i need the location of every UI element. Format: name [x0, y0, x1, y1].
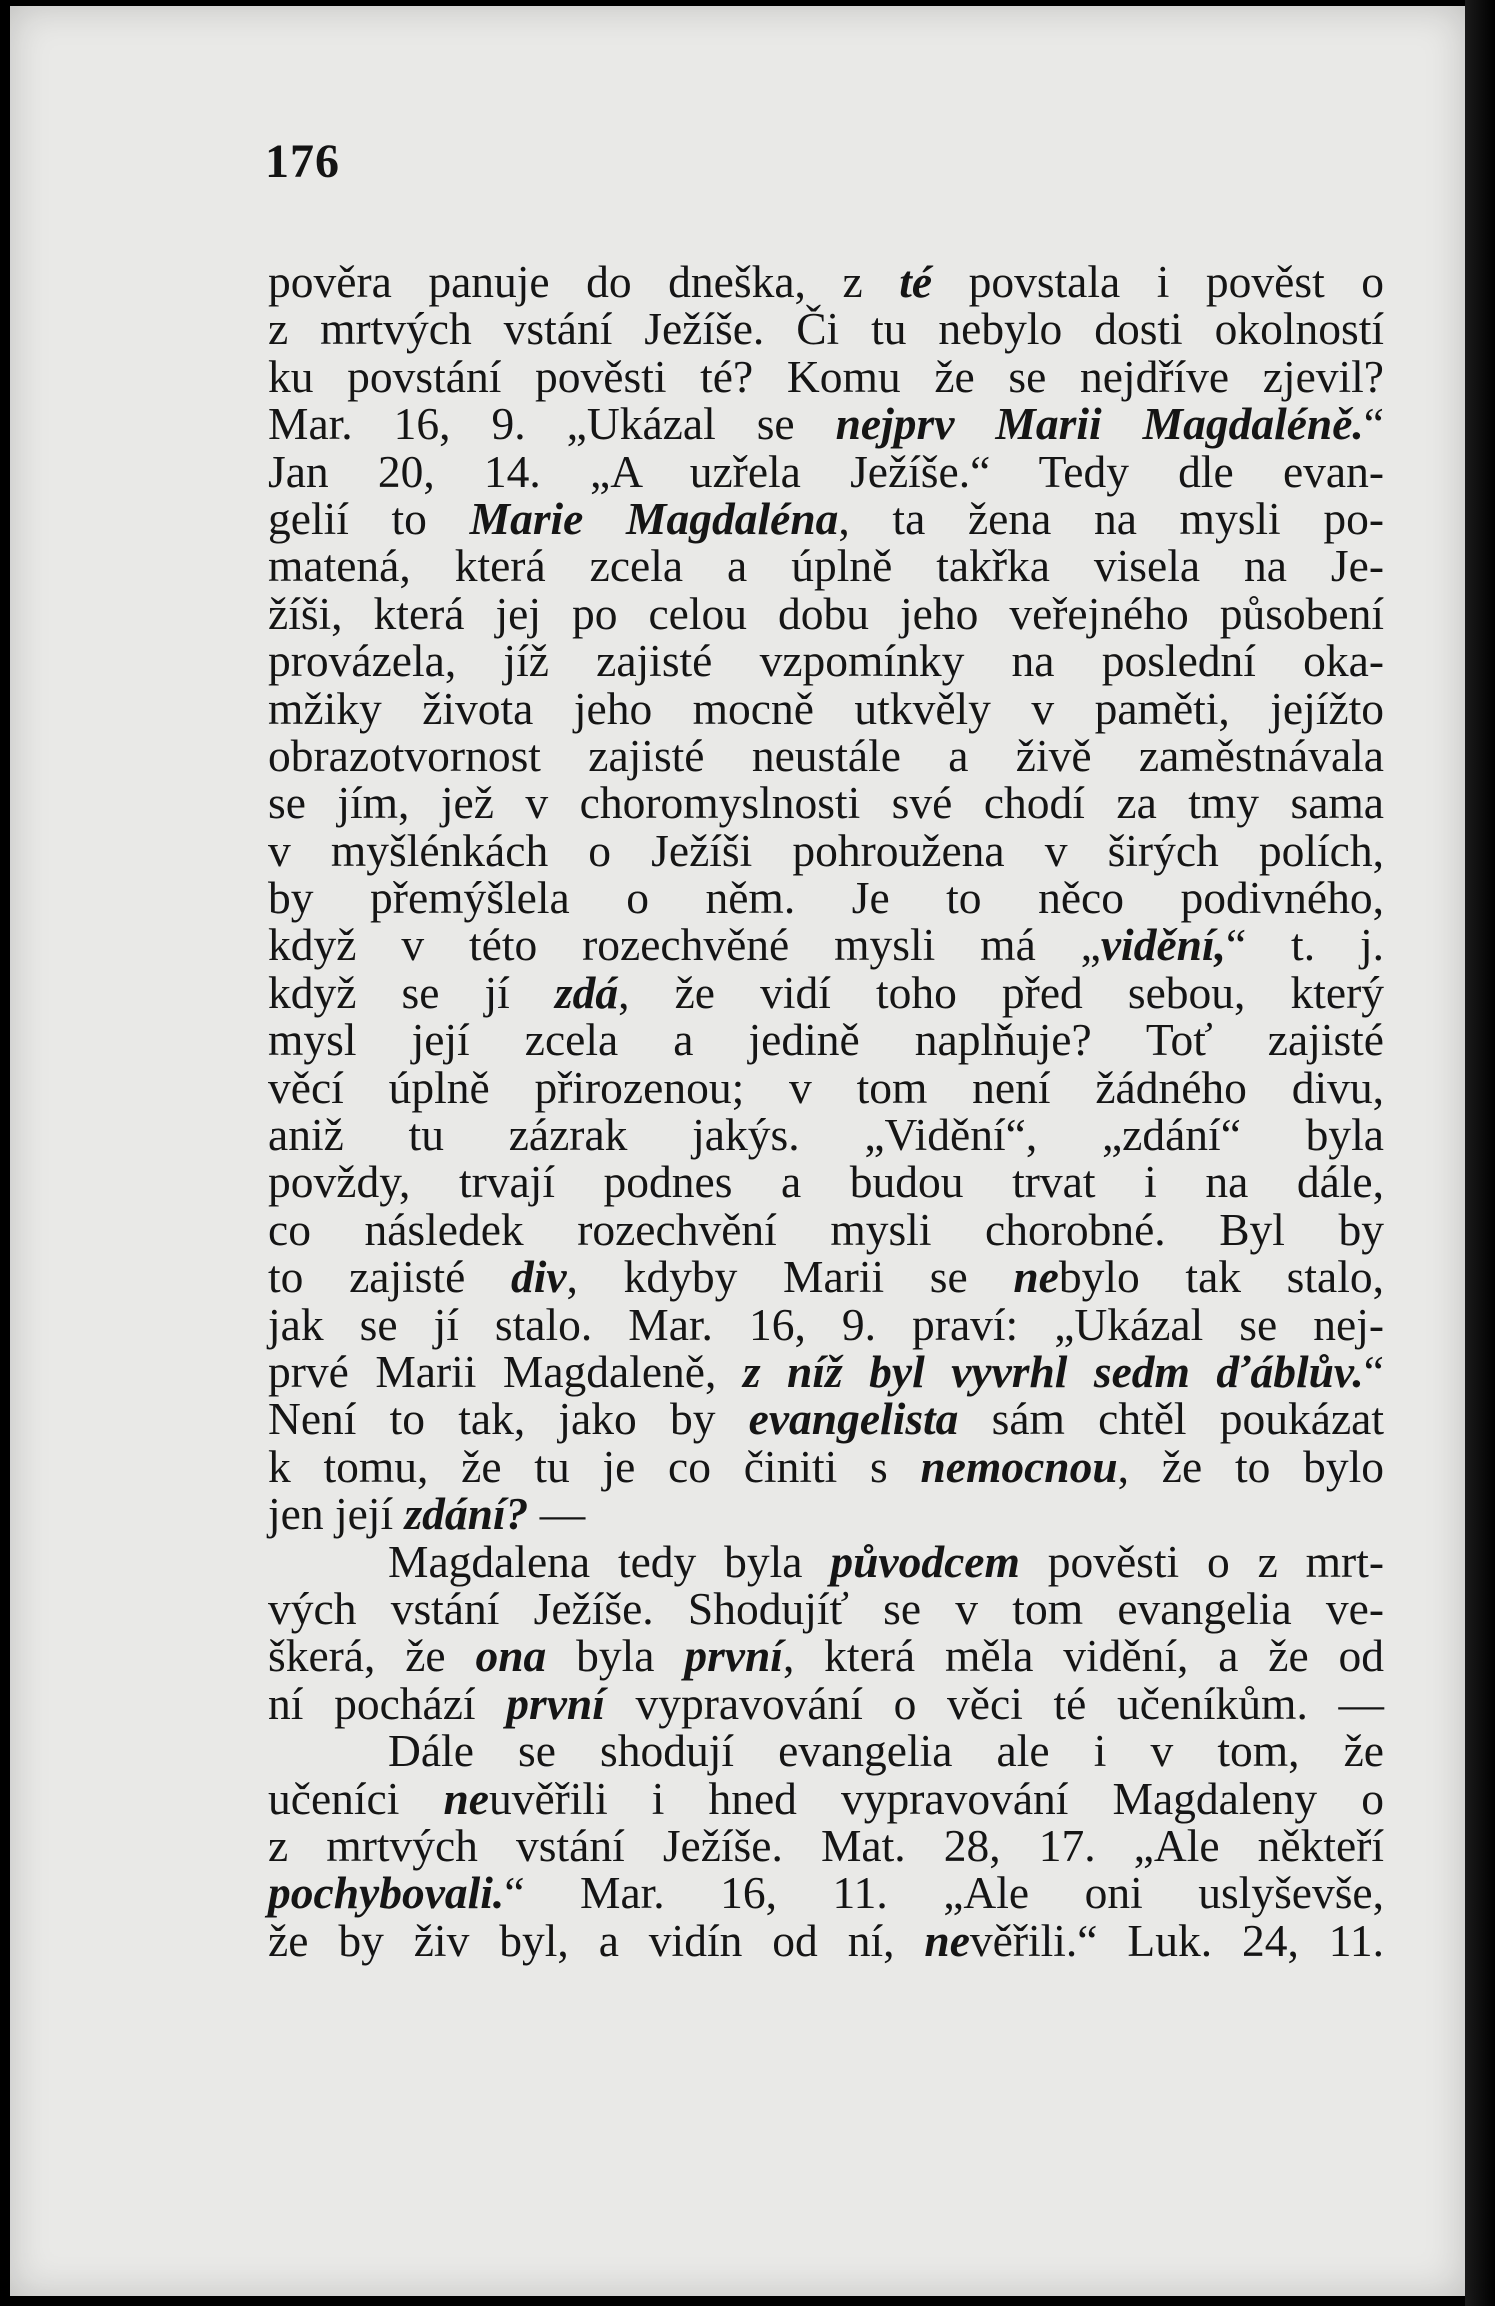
- text-line: [268, 258, 1384, 305]
- text-segment: když v této rozechvěné mysli má „: [268, 919, 1101, 971]
- text-segment: “: [1363, 398, 1384, 450]
- text-segment: prvé Marii Magdaleně,: [268, 1345, 743, 1397]
- text-segment: “ t. j.: [1225, 919, 1384, 971]
- text-line: [268, 1251, 1384, 1303]
- text-line: [268, 1488, 1384, 1540]
- text-line: [268, 824, 1384, 876]
- body-text: [268, 258, 1384, 1964]
- text-line: [268, 1061, 1384, 1113]
- text-segment: učeníci: [268, 1772, 444, 1824]
- text-segment: sám chtěl poukázat: [958, 1393, 1384, 1445]
- text-line: [268, 398, 1384, 450]
- text-line: [268, 1298, 1384, 1350]
- emphasis-text: ne: [924, 1914, 970, 1966]
- text-line: [268, 303, 1384, 355]
- text-segment: aniž tu zázrak jakýs. „Vidění“, „zdání“ byla: [268, 1109, 1384, 1161]
- text-segment: byla: [546, 1630, 685, 1682]
- text-segment: uvěřili i hned vypravování Magdaleny o: [488, 1772, 1384, 1824]
- text-segment: , kdyby Marii se: [566, 1251, 1014, 1303]
- text-segment: k tomu, že tu je co činiti s: [268, 1440, 921, 1492]
- text-segment: Dále se shodují evangelia ale i v tom, že: [388, 1725, 1384, 1777]
- text-line: [268, 1772, 1384, 1824]
- text-line: [268, 729, 1384, 781]
- text-segment: když se jí: [268, 966, 555, 1018]
- emphasis-text: té: [899, 256, 933, 307]
- text-segment: povstala i pověst o: [932, 256, 1384, 307]
- text-line: [268, 919, 1384, 971]
- text-segment: “: [1363, 1345, 1384, 1397]
- text-line: [268, 1677, 1384, 1729]
- text-line: [268, 872, 1384, 924]
- text-segment: Není to tak, jako by: [268, 1393, 749, 1445]
- text-segment: , že to bylo: [1117, 1440, 1384, 1492]
- text-line: [268, 1630, 1385, 1682]
- text-line: [268, 1014, 1384, 1066]
- emphasis-text: ne: [443, 1772, 489, 1824]
- text-line: [268, 1535, 1384, 1587]
- text-segment: obrazotvornost zajisté neustále a živě zaměstnávala: [268, 729, 1384, 781]
- text-segment: bylo tak stalo,: [1058, 1251, 1384, 1303]
- emphasis-text: zdání?: [404, 1488, 529, 1540]
- text-segment: , že vidí toho před sebou, který: [618, 966, 1384, 1018]
- text-segment: z mrtvých vstání Ježíše. Mat. 28, 17. „Ale někteří: [268, 1819, 1384, 1871]
- text-segment: Mar. 16, 9. „Ukázal se: [268, 398, 836, 450]
- text-line: [268, 1440, 1384, 1492]
- text-line: [268, 587, 1384, 639]
- text-segment: to zajisté: [268, 1251, 511, 1303]
- text-segment: “ Mar. 16, 11. „Ale oni uslyševše,: [504, 1867, 1384, 1919]
- emphasis-text: původcem: [830, 1535, 1020, 1587]
- text-segment: Jan 20, 14. „A uzřela Ježíše.“ Tedy dle evan-: [268, 445, 1384, 497]
- text-line: [268, 1203, 1384, 1255]
- text-line: [268, 1725, 1384, 1777]
- text-line: [268, 445, 1384, 497]
- text-segment: jen její: [268, 1488, 405, 1540]
- text-segment: vypravování o věci té učeníkům. —: [604, 1677, 1384, 1729]
- text-segment: Magdalena tedy byla: [388, 1535, 831, 1587]
- text-line: [268, 777, 1384, 829]
- text-line: [268, 540, 1384, 592]
- text-segment: pověra panuje do dneška, z: [268, 256, 900, 307]
- text-line: [268, 966, 1384, 1018]
- emphasis-text: z níž byl vyvrhl sedm ďáblův.: [742, 1345, 1364, 1397]
- emphasis-text: ona: [475, 1630, 547, 1682]
- text-line: [268, 350, 1384, 402]
- text-segment: gelií to: [268, 492, 470, 544]
- text-segment: pověsti o z mrt-: [1019, 1535, 1384, 1587]
- emphasis-text: ne: [1013, 1251, 1059, 1303]
- text-segment: škerá, že: [268, 1630, 476, 1682]
- emphasis-text: nemocnou: [920, 1440, 1118, 1492]
- text-segment: ní pochází: [268, 1677, 507, 1729]
- emphasis-text: zdá: [554, 966, 619, 1018]
- emphasis-text: první: [506, 1677, 605, 1729]
- emphasis-text: první: [684, 1630, 783, 1682]
- emphasis-text: div: [510, 1251, 567, 1303]
- text-line: [268, 1867, 1384, 1919]
- text-segment: žíši, která jej po celou dobu jeho veřejného působení: [268, 587, 1384, 639]
- text-segment: —: [528, 1488, 586, 1540]
- text-segment: mžiky života jeho mocně utkvěly v paměti, jejížto: [268, 682, 1384, 734]
- text-line: [268, 1393, 1384, 1445]
- text-segment: že by živ byl, a vidín od ní,: [268, 1914, 925, 1966]
- text-segment: by přemýšlela o něm. Je to něco podivného,: [268, 872, 1384, 924]
- emphasis-text: Marie Magdaléna: [469, 492, 839, 544]
- text-segment: povždy, trvají podnes a budou trvat i na dále,: [268, 1156, 1384, 1208]
- text-line: [268, 682, 1384, 734]
- text-segment: , ta žena na mysli po-: [838, 492, 1385, 544]
- text-segment: provázela, jíž zajisté vzpomínky na poslední oka-: [268, 635, 1384, 687]
- emphasis-text: nejprv Marii Magdaléně.: [835, 398, 1364, 450]
- text-segment: co následek rozechvění mysli chorobné. Byl by: [268, 1203, 1384, 1255]
- text-line: [268, 1914, 1384, 1966]
- text-segment: věcí úplně přirozenou; v tom není žádného divu,: [268, 1061, 1384, 1113]
- text-segment: jak se jí stalo. Mar. 16, 9. praví: „Ukázal se nej-: [268, 1298, 1384, 1350]
- book-page: [10, 6, 1465, 2296]
- text-segment: z mrtvých vstání Ježíše. Či tu nebylo dosti okolností: [268, 303, 1384, 355]
- text-line: [268, 1582, 1384, 1634]
- text-line: [268, 1156, 1384, 1208]
- text-line: [268, 1109, 1384, 1161]
- text-segment: vých vstání Ježíše. Shodujíť se v tom evangelia ve-: [268, 1582, 1384, 1634]
- text-line: [268, 492, 1385, 544]
- page-edge-shadow: [1465, 0, 1495, 2306]
- text-segment: se jím, jež v choromyslnosti své chodí za tmy sama: [268, 777, 1384, 829]
- text-segment: mysl její zcela a jedině naplňuje? Toť zajisté: [268, 1014, 1384, 1066]
- text-line: [268, 1345, 1384, 1397]
- emphasis-text: pochybovali.: [268, 1867, 505, 1919]
- text-segment: v myšlénkách o Ježíši pohroužena v širých polích,: [268, 824, 1384, 876]
- text-segment: věřili.“ Luk. 24, 11.: [969, 1914, 1384, 1966]
- text-segment: ku povstání pověsti té? Komu že se nejdříve zjevil?: [268, 350, 1384, 402]
- text-line: [268, 635, 1384, 687]
- page-number: 176: [265, 135, 340, 188]
- text-segment: , která měla vidění, a že od: [782, 1630, 1385, 1682]
- emphasis-text: vidění,: [1100, 919, 1226, 971]
- emphasis-text: evangelista: [748, 1393, 959, 1445]
- text-segment: matená, která zcela a úplně takřka visela na Je-: [268, 540, 1384, 592]
- text-line: [268, 1819, 1384, 1871]
